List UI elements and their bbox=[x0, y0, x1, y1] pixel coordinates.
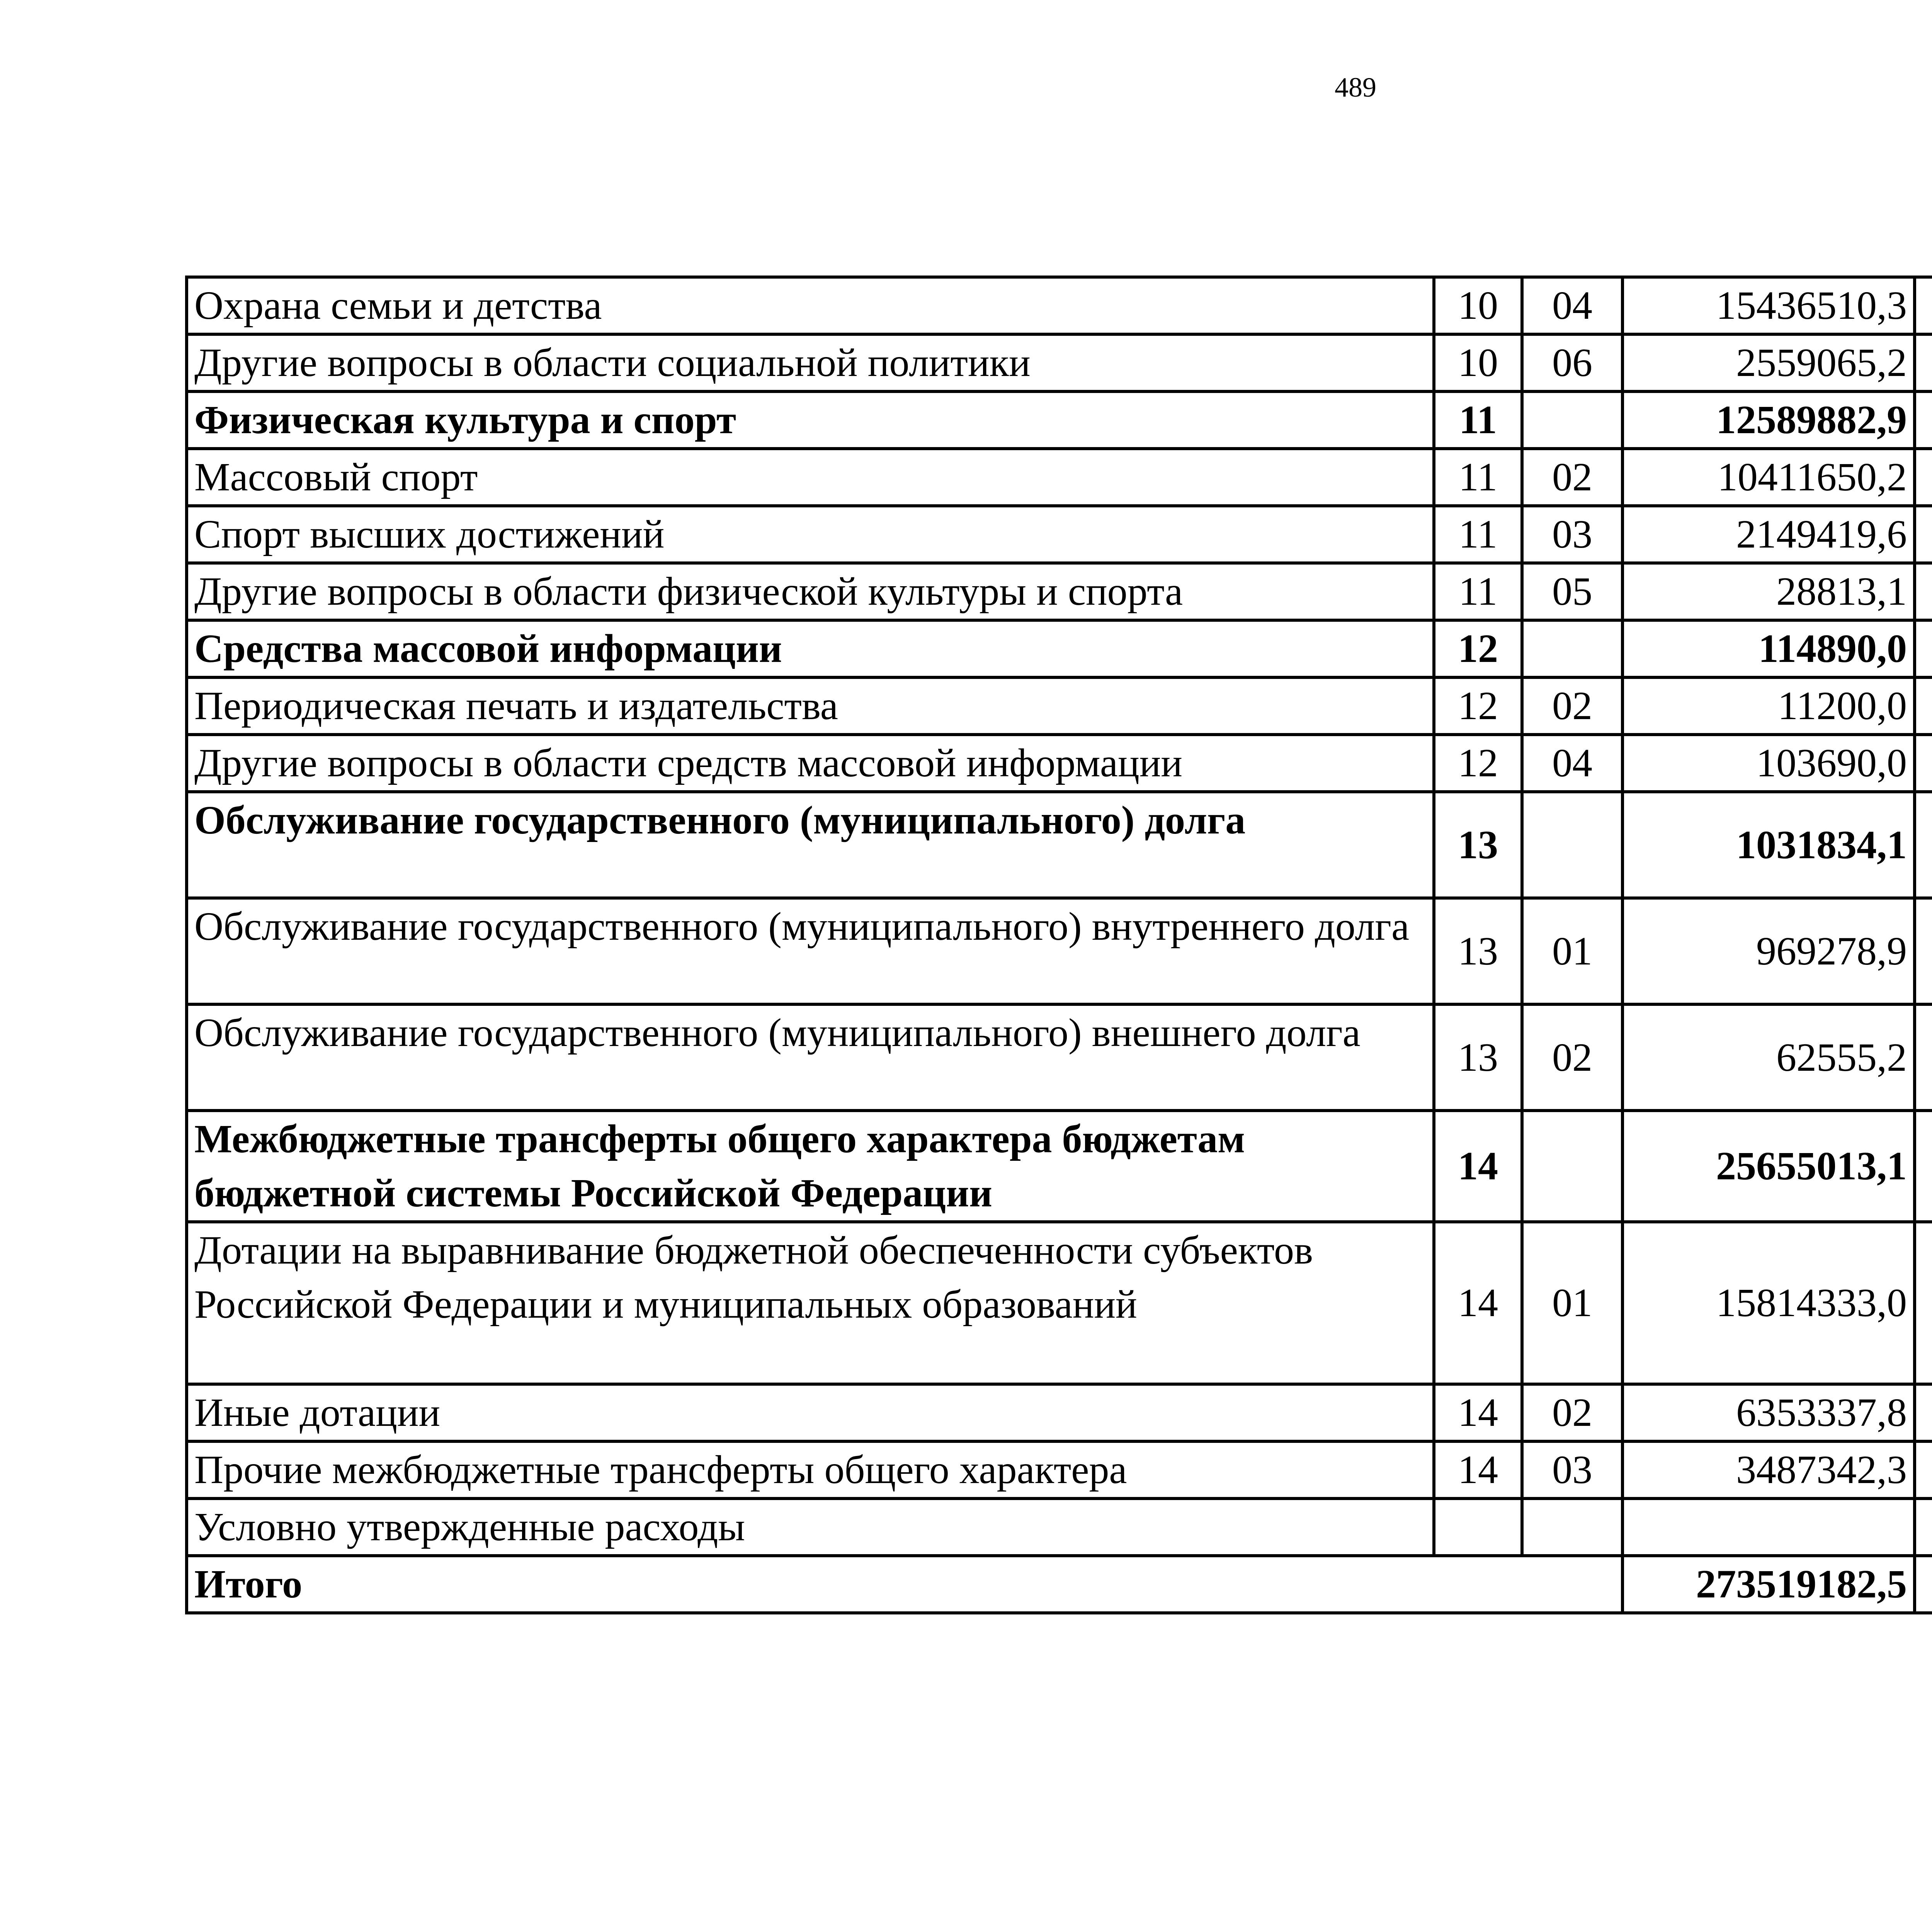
value-col-2 bbox=[1915, 1222, 1932, 1384]
section-code: 14 bbox=[1434, 1384, 1522, 1441]
section-code: 12 bbox=[1434, 735, 1522, 792]
section-code: 13 bbox=[1434, 898, 1522, 1004]
subsection-code: 04 bbox=[1522, 735, 1622, 792]
table-row bbox=[187, 735, 1932, 792]
subsection-code: 03 bbox=[1522, 506, 1622, 563]
row-name: Охрана семьи и детства bbox=[187, 277, 1434, 334]
section-code: 14 bbox=[1434, 1111, 1522, 1222]
table-row bbox=[187, 1004, 1932, 1111]
row-name: Обслуживание государственного (муниципального) долга bbox=[187, 792, 1434, 898]
value-col-1: 6353337,8 bbox=[1622, 1384, 1915, 1441]
row-name: Другие вопросы в области физической культуры и спорта bbox=[187, 563, 1434, 620]
value-col-1 bbox=[1622, 1499, 1915, 1556]
table-row bbox=[187, 677, 1932, 735]
total-value-2 bbox=[1915, 1556, 1932, 1613]
section-code bbox=[1434, 1499, 1522, 1556]
section-code: 14 bbox=[1434, 1222, 1522, 1384]
value-col-2 bbox=[1915, 1441, 1932, 1499]
value-col-1: 12589882,9 bbox=[1622, 391, 1915, 449]
value-col-2 bbox=[1915, 677, 1932, 735]
value-col-1: 114890,0 bbox=[1622, 620, 1915, 677]
table-row bbox=[187, 277, 1932, 334]
page-number: 489 bbox=[1335, 72, 1376, 103]
section-code: 10 bbox=[1434, 277, 1522, 334]
table-row-section bbox=[187, 1111, 1932, 1222]
table-row-section bbox=[187, 792, 1932, 898]
table-row bbox=[187, 506, 1932, 563]
subsection-code: 04 bbox=[1522, 277, 1622, 334]
subsection-code: 02 bbox=[1522, 677, 1622, 735]
section-code: 11 bbox=[1434, 563, 1522, 620]
value-col-2 bbox=[1915, 334, 1932, 391]
section-code: 13 bbox=[1434, 792, 1522, 898]
subsection-code bbox=[1522, 792, 1622, 898]
section-code: 11 bbox=[1434, 449, 1522, 506]
value-col-2 bbox=[1915, 1004, 1932, 1111]
subsection-code: 02 bbox=[1522, 1004, 1622, 1111]
row-name: Другие вопросы в области средств массовой информации bbox=[187, 735, 1434, 792]
subsection-code bbox=[1522, 620, 1622, 677]
value-col-2 bbox=[1915, 735, 1932, 792]
table-row bbox=[187, 563, 1932, 620]
row-name: Средства массовой информации bbox=[187, 620, 1434, 677]
table-row bbox=[187, 334, 1932, 391]
subsection-code bbox=[1522, 391, 1622, 449]
subsection-code: 02 bbox=[1522, 1384, 1622, 1441]
row-name: Обслуживание государственного (муниципального) внешнего долга bbox=[187, 1004, 1434, 1111]
value-col-1: 25655013,1 bbox=[1622, 1111, 1915, 1222]
value-col-1: 3487342,3 bbox=[1622, 1441, 1915, 1499]
subsection-code: 01 bbox=[1522, 898, 1622, 1004]
value-col-2 bbox=[1915, 506, 1932, 563]
budget-table bbox=[185, 276, 1932, 1614]
value-col-1: 11200,0 bbox=[1622, 677, 1915, 735]
value-col-2 bbox=[1915, 1111, 1932, 1222]
table-row bbox=[187, 449, 1932, 506]
row-name: Спорт высших достижений bbox=[187, 506, 1434, 563]
subsection-code: 06 bbox=[1522, 334, 1622, 391]
table-row-section bbox=[187, 620, 1932, 677]
table-row bbox=[187, 898, 1932, 1004]
section-code: 11 bbox=[1434, 391, 1522, 449]
total-row bbox=[187, 1556, 1932, 1613]
value-col-1: 28813,1 bbox=[1622, 563, 1915, 620]
row-name: Массовый спорт bbox=[187, 449, 1434, 506]
value-col-1: 62555,2 bbox=[1622, 1004, 1915, 1111]
table-row bbox=[187, 1499, 1932, 1556]
value-col-1: 10411650,2 bbox=[1622, 449, 1915, 506]
section-code: 13 bbox=[1434, 1004, 1522, 1111]
value-col-1: 969278,9 bbox=[1622, 898, 1915, 1004]
value-col-2 bbox=[1915, 391, 1932, 449]
row-name: Физическая культура и спорт bbox=[187, 391, 1434, 449]
total-value-1: 273519182,5 bbox=[1622, 1556, 1915, 1613]
subsection-code: 01 bbox=[1522, 1222, 1622, 1384]
value-col-2 bbox=[1915, 898, 1932, 1004]
table-row bbox=[187, 1441, 1932, 1499]
subsection-code bbox=[1522, 1111, 1622, 1222]
row-name: Обслуживание государственного (муниципального) внутреннего долга bbox=[187, 898, 1434, 1004]
total-label: Итого bbox=[187, 1556, 1622, 1613]
value-col-2 bbox=[1915, 449, 1932, 506]
row-name: Межбюджетные трансферты общего характера бюджетам бюджетной системы Российской Федерации bbox=[187, 1111, 1434, 1222]
value-col-2 bbox=[1915, 620, 1932, 677]
section-code: 12 bbox=[1434, 620, 1522, 677]
value-col-2 bbox=[1915, 1384, 1932, 1441]
subsection-code: 03 bbox=[1522, 1441, 1622, 1499]
row-name: Периодическая печать и издательства bbox=[187, 677, 1434, 735]
row-name: Прочие межбюджетные трансферты общего характера bbox=[187, 1441, 1434, 1499]
value-col-2 bbox=[1915, 277, 1932, 334]
value-col-1: 2559065,2 bbox=[1622, 334, 1915, 391]
row-name: Другие вопросы в области социальной политики bbox=[187, 334, 1434, 391]
section-code: 10 bbox=[1434, 334, 1522, 391]
value-col-2 bbox=[1915, 563, 1932, 620]
row-name: Иные дотации bbox=[187, 1384, 1434, 1441]
row-name: Дотации на выравнивание бюджетной обеспеченности субъектов Российской Федерации и муниципальных образований bbox=[187, 1222, 1434, 1384]
subsection-code: 02 bbox=[1522, 449, 1622, 506]
section-code: 14 bbox=[1434, 1441, 1522, 1499]
value-col-1: 2149419,6 bbox=[1622, 506, 1915, 563]
row-name: Условно утвержденные расходы bbox=[187, 1499, 1434, 1556]
table-row bbox=[187, 1222, 1932, 1384]
section-code: 11 bbox=[1434, 506, 1522, 563]
subsection-code: 05 bbox=[1522, 563, 1622, 620]
value-col-1: 1031834,1 bbox=[1622, 792, 1915, 898]
value-col-2 bbox=[1915, 1499, 1932, 1556]
value-col-2 bbox=[1915, 792, 1932, 898]
subsection-code bbox=[1522, 1499, 1622, 1556]
table-row-section bbox=[187, 391, 1932, 449]
table-row bbox=[187, 1384, 1932, 1441]
value-col-1: 15814333,0 bbox=[1622, 1222, 1915, 1384]
value-col-1: 103690,0 bbox=[1622, 735, 1915, 792]
section-code: 12 bbox=[1434, 677, 1522, 735]
value-col-1: 15436510,3 bbox=[1622, 277, 1915, 334]
